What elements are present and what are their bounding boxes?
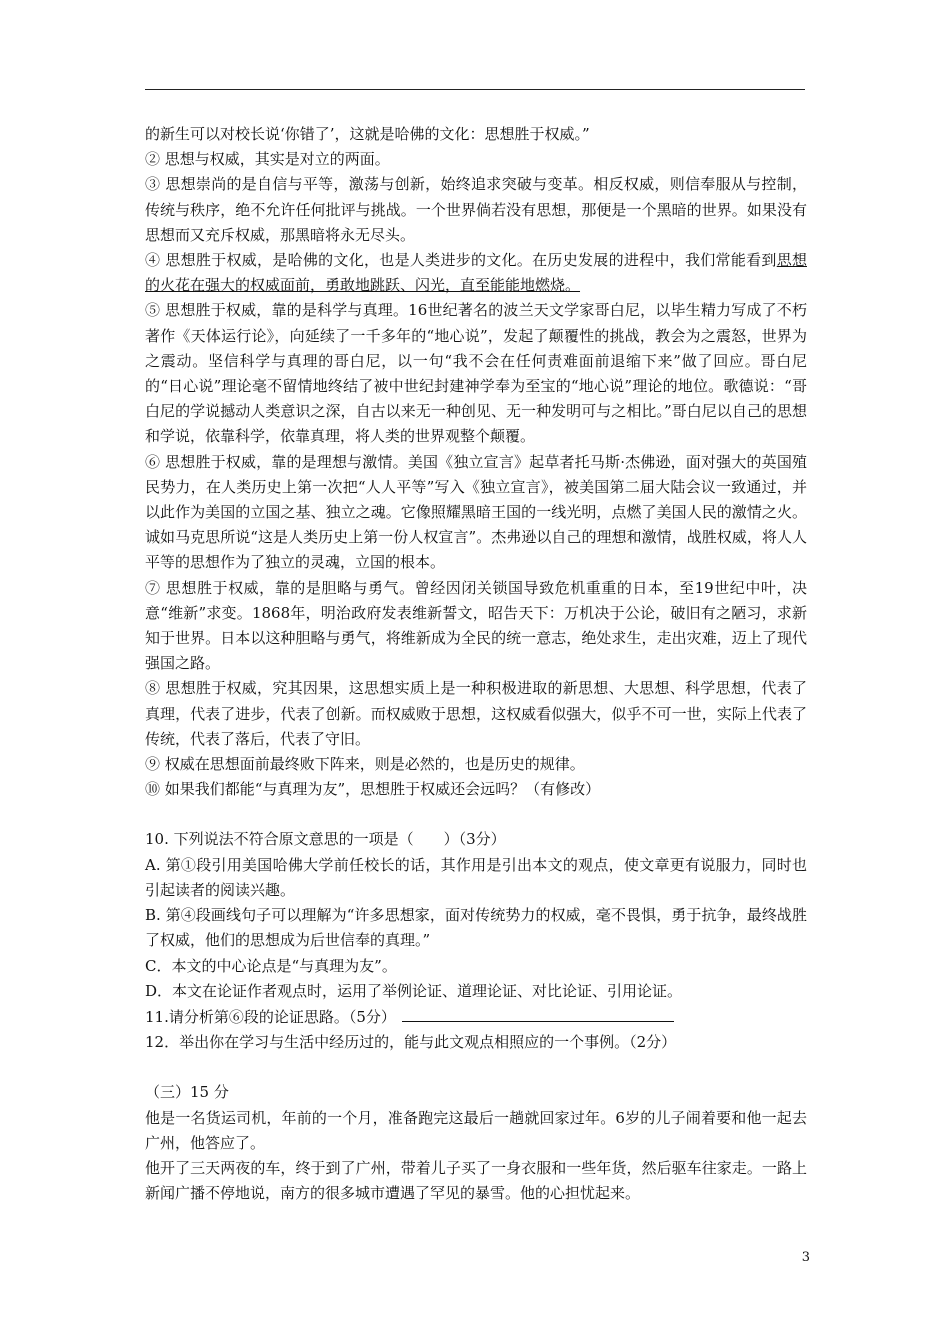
question-11-text: 11.请分析第⑥段的论证思路。（5分） xyxy=(145,1007,396,1026)
paragraph-3: ③ 思想崇尚的是自信与平等，激荡与创新，始终追求突破与变革。相反权威，则信奉服从与控制，传统与秩序，绝不允许任何批评与挑战。一个世界倘若没有思想，那便是一个黑暗的世界。如果没有思想而又充斥权威，那黑暗将永无尽头。 xyxy=(145,175,807,244)
question-12: 12．举出你在学习与生活中经历过的，能与此文观点相照应的一个事例。（2分） xyxy=(145,1033,677,1052)
paragraph-10: ⑩ 如果我们都能“与真理为友”，思想胜于权威还会远吗？（有修改） xyxy=(145,780,601,799)
paragraph-2: ② 思想与权威，其实是对立的两面。 xyxy=(145,150,390,169)
option-b: B. 第④段画线句子可以理解为“许多思想家，面对传统势力的权威，毫不畏惧，勇于抗争，最终战胜了权威，他们的思想成为后世信奉的真理。” xyxy=(145,906,807,950)
section-3-heading: （三）15 分 xyxy=(145,1083,229,1102)
paragraph-7: ⑦ 思想胜于权威，靠的是胆略与勇气。曾经因闭关锁国导致危机重重的日本，至19世纪中叶，决意“维新”求变。1868年，明治政府发表维新誓文，昭告天下：万机决于公论，破旧有之陋习，求新知于世界。日本以这种胆略与勇气，将维新成为全民的统一意志，绝处求生，走出灾难，迈上了现代强国之路。 xyxy=(145,578,807,673)
paragraph-4 xyxy=(145,248,807,298)
paragraph-1-continued: 的新生可以对校长说‘你错了’，这就是哈佛的文化：思想胜于权威。” xyxy=(145,125,590,143)
paragraph-6: ⑥ 思想胜于权威，靠的是理想与激情。美国《独立宣言》起草者托马斯·杰佛逊，面对强大的英国殖民势力，在人类历史上第一次把“人人平等”写入《独立宣言》，被美国第二届大陆会议一致通过，并以此作为美国的立国之基、独立之魂。它像照耀黑暗王国的一线光明，点燃了美国人民的激情之火。诚如马克思所说“这是人类历史上第一份人权宣言”。杰弗逊以自己的理想和激情，战胜权威，将人人平等的思想作为了独立的灵魂，立国的根本。 xyxy=(145,452,807,572)
section-3-paragraph-1: 他是一名货运司机，年前的一个月，准备跑完这最后一趟就回家过年。6岁的儿子闹着要和他一起去广州，他答应了。 xyxy=(145,1108,807,1152)
page-number: 3 xyxy=(801,1250,810,1265)
spacer xyxy=(145,1055,807,1080)
option-d: D．本文在论证作者观点时，运用了举例论证、道理论证、对比论证、引用论证。 xyxy=(145,981,683,1000)
question-10: 10. 下列说法不符合原文意思的一项是（ ）（3分） xyxy=(145,830,506,849)
document-body xyxy=(145,122,807,1206)
paragraph-9: ⑨ 权威在思想面前最终败下阵来，则是必然的，也是历史的规律。 xyxy=(145,755,585,774)
answer-blank[interactable] xyxy=(402,1004,674,1022)
paragraph-4-text: ④ 思想胜于权威，是哈佛的文化，也是人类进步的文化。在历史发展的进程中，我们常能看到 xyxy=(145,251,777,270)
paragraph-5: ⑤ 思想胜于权威，靠的是科学与真理。16世纪著名的波兰天文学家哥白尼，以毕生精力写成了不朽著作《天体运行论》，向延续了一千多年的“地心说”，发起了颠覆性的挑战，教会为之震怒，世界为之震动。坚信科学与真理的哥白尼，以一句“我不会在任何责难面前退缩下来”做了回应。哥白尼的“日心说”理论毫不留情地终结了被中世纪封建神学奉为至宝的“地心说”理论的地位。歌德说：“哥白尼的学说撼动人类意识之深，自古以来无一种创见、无一种发明可与之相比。”哥白尼以自己的思想和学说，依靠科学，依靠真理，将人类的世界观整个颠覆。 xyxy=(145,301,807,446)
option-a: A. 第①段引用美国哈佛大学前任校长的话，其作用是引出本文的观点，使文章更有说服力，同时也引起读者的阅读兴趣。 xyxy=(145,855,807,899)
spacer xyxy=(145,802,807,827)
section-3-paragraph-2: 他开了三天两夜的车，终于到了广州，带着儿子买了一身衣服和一些年货，然后驱车往家走。一路上新闻广播不停地说，南方的很多城市遭遇了罕见的暴雪。他的心担忧起来。 xyxy=(145,1158,807,1203)
header-rule xyxy=(145,89,805,90)
paragraph-8: ⑧ 思想胜于权威，究其因果，这思想实质上是一种积极进取的新思想、大思想、科学思想，代表了真理，代表了进步，代表了创新。而权威败于思想，这权威看似强大，似乎不可一世，实际上代表了传统，代表了落后，代表了守旧。 xyxy=(145,679,807,748)
option-c: C．本文的中心论点是“与真理为友”。 xyxy=(145,956,397,975)
question-11 xyxy=(145,1004,807,1030)
underlined-sentence: 思想的火花在强大的权威面前，勇敢地跳跃、闪光，直至能能地燃烧。 xyxy=(145,251,807,295)
